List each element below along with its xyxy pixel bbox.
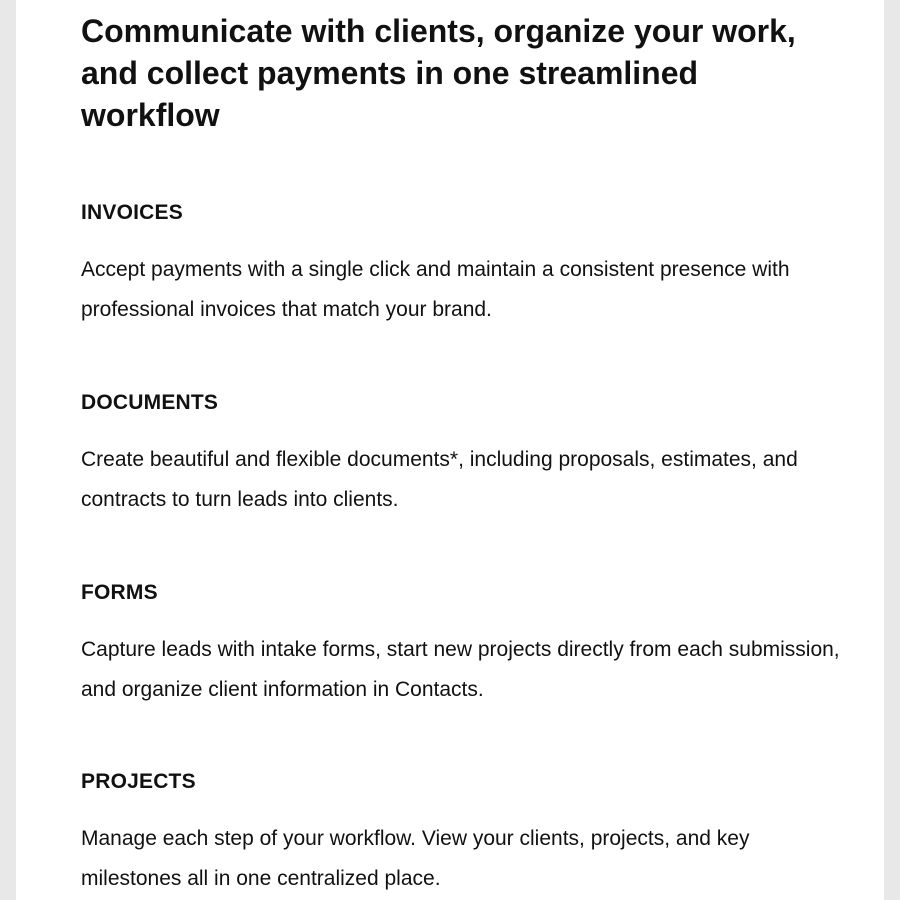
section-title-forms: FORMS (81, 581, 158, 604)
section-projects (81, 769, 841, 899)
section-body-invoices: Accept payments with a single click and maintain a consistent presence with professional invoices that match your brand. (81, 258, 790, 321)
section-title-documents: DOCUMENTS (81, 391, 219, 414)
section-body-forms: Capture leads with intake forms, start new projects directly from each submission, and organize client information in Contacts. (81, 638, 840, 701)
section-invoices (81, 200, 841, 330)
section-documents (81, 390, 841, 520)
section-forms (81, 580, 841, 710)
section-body-projects: Manage each step of your workflow. View your clients, projects, and key milestones all in one centralized place. (81, 827, 750, 890)
section-body-documents: Create beautiful and flexible documents*, including proposals, estimates, and contracts to turn leads into clients. (81, 448, 798, 511)
page-headline: Communicate with clients, organize your work, and collect payments in one streamlined workflow (81, 13, 796, 133)
section-title-projects: PROJECTS (81, 770, 196, 793)
email-content-panel (16, 0, 884, 900)
section-title-invoices: INVOICES (81, 201, 183, 224)
